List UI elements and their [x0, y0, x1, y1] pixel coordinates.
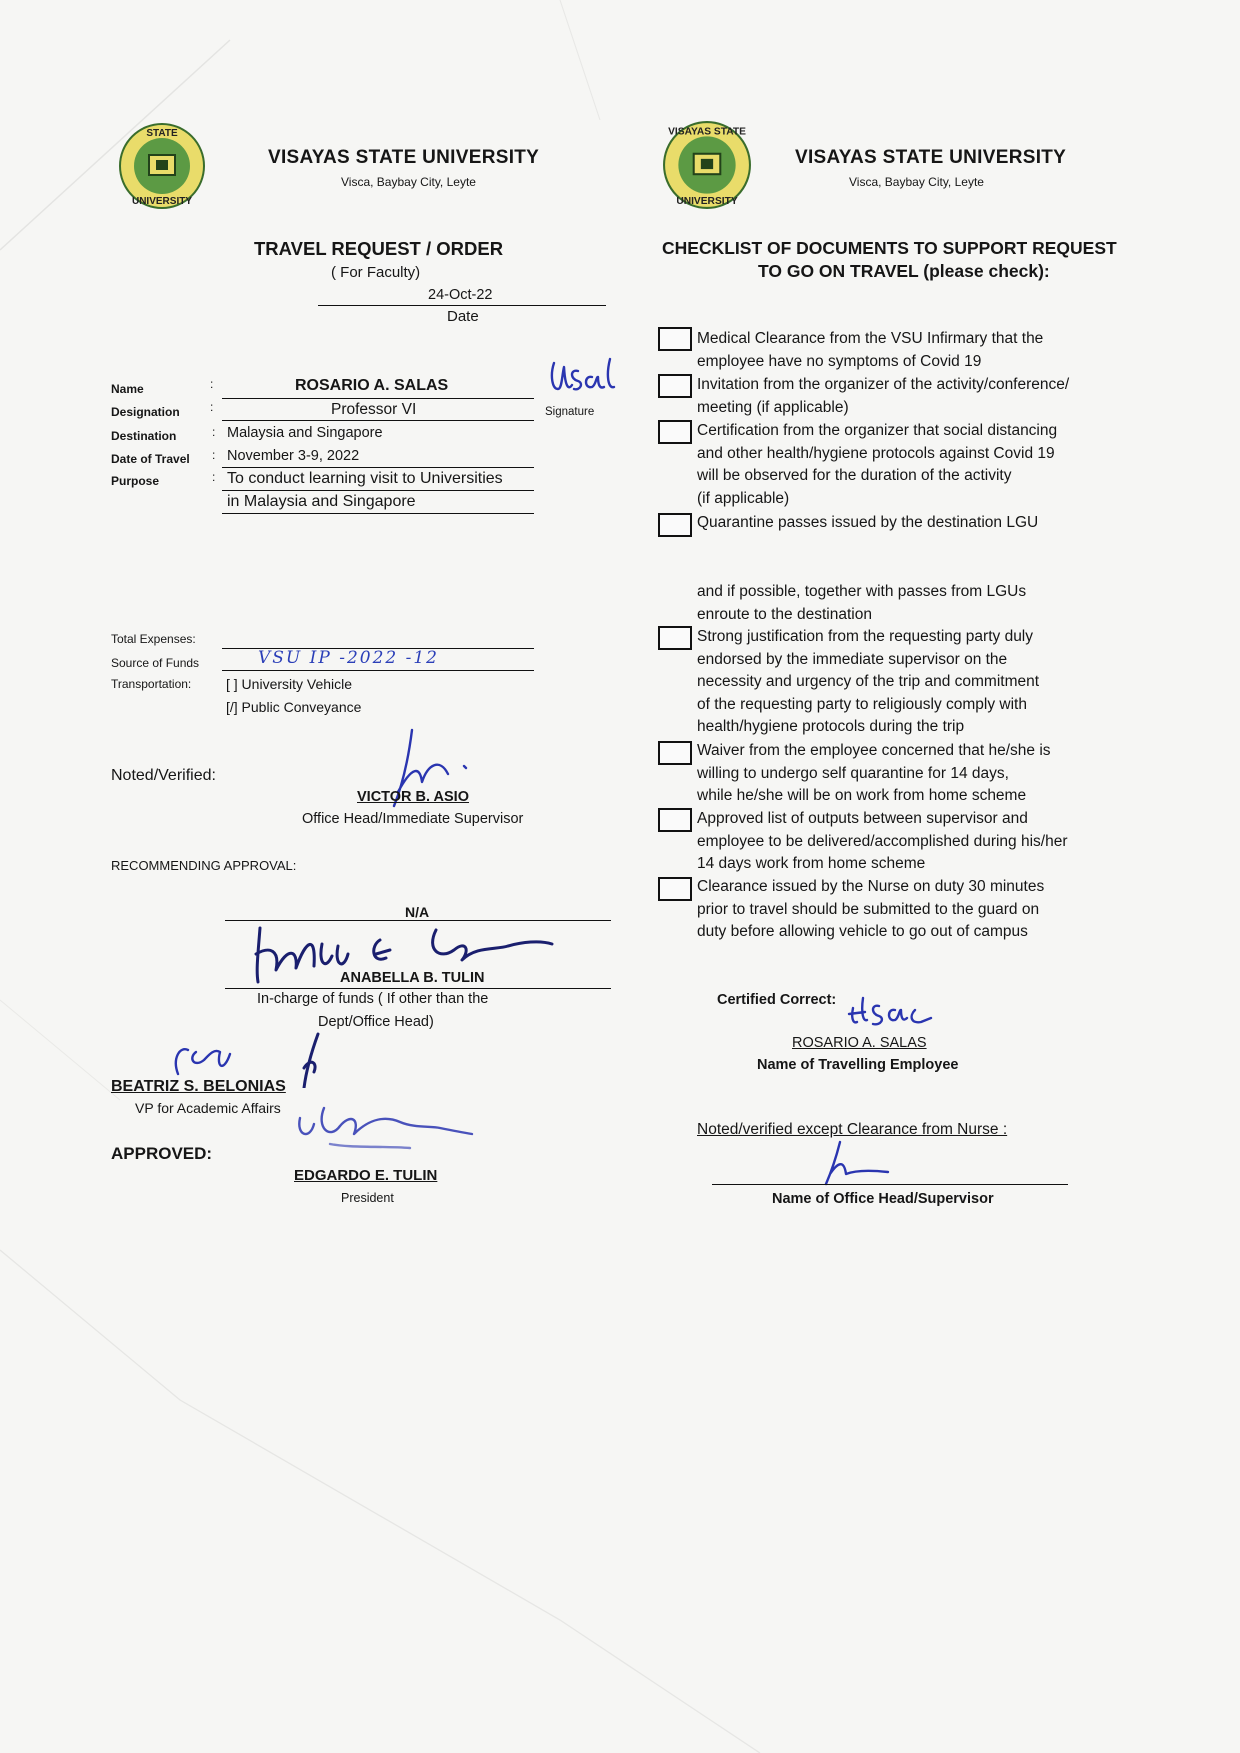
svg-text:UNIVERSITY: UNIVERSITY — [676, 195, 738, 207]
funds-incharge-line — [225, 988, 611, 989]
president-name: EDGARDO E. TULIN — [294, 1167, 438, 1184]
destination-value: Malaysia and Singapore — [227, 425, 383, 441]
checklist-title-line1: CHECKLIST OF DOCUMENTS TO SUPPORT REQUEST — [662, 238, 1117, 258]
university-seal-logo — [118, 122, 206, 210]
purpose-bottom-line — [222, 513, 534, 514]
svg-text:STATE: STATE — [146, 128, 178, 139]
funds-incharge-title-1: In-charge of funds ( If other than the — [257, 991, 489, 1007]
certified-signature-image — [845, 988, 935, 1028]
checkbox-medical-clearance[interactable] — [658, 327, 692, 351]
funds-na: N/A — [405, 904, 430, 920]
destination-label: Destination — [111, 429, 177, 443]
vp-title: VP for Academic Affairs — [135, 1100, 281, 1116]
purpose-value-line1: To conduct learning visit to Universities — [227, 470, 503, 487]
certified-name: ROSARIO A. SALAS — [792, 1035, 927, 1051]
president-title: President — [341, 1191, 394, 1205]
right-university-address: Visca, Baybay City, Leyte — [849, 175, 984, 189]
checklist-item-waiver: Waiver from the employee concerned that he/she is willing to undergo self quarantine for 14 days, while he/she will be on work from home scheme — [697, 742, 1051, 805]
name-underline — [222, 398, 534, 399]
noted-verified-label: Noted/Verified: — [111, 767, 216, 784]
approved-label: APPROVED: — [111, 1144, 213, 1163]
name-label: Name — [111, 382, 144, 396]
checklist-item-approved-outputs: Approved list of outputs between supervisor and employee to be delivered/accomplished during his/her 14 days work from home scheme — [697, 810, 1068, 873]
funds-incharge-title-2: Dept/Office Head) — [318, 1014, 434, 1030]
form-title: TRAVEL REQUEST / ORDER — [254, 238, 504, 259]
certified-title: Name of Travelling Employee — [757, 1057, 959, 1073]
date-value: 24-Oct-22 — [428, 287, 493, 303]
office-head-label: Name of Office Head/Supervisor — [772, 1191, 994, 1207]
purpose-mid-line — [222, 490, 534, 491]
purpose-top-line — [222, 467, 534, 468]
checklist-item-certification: Certification from the organizer that social distancing and other health/hygiene protocols against Covid 19 will be observed for the duration of the activity (if applicable) — [697, 422, 1058, 507]
designation-value: Professor VI — [331, 401, 417, 418]
total-expenses-label: Total Expenses: — [111, 632, 196, 646]
source-of-funds-line — [222, 670, 534, 671]
checkbox-waiver[interactable] — [658, 741, 692, 765]
checkbox-approved-outputs[interactable] — [658, 808, 692, 832]
purpose-value-line2: in Malaysia and Singapore — [227, 493, 416, 510]
date-of-travel-sep: : — [212, 448, 216, 462]
destination-sep: : — [212, 425, 216, 439]
name-value: ROSARIO A. SALAS — [295, 377, 449, 394]
transportation-label: Transportation: — [111, 677, 192, 691]
checklist-title-line2: TO GO ON TRAVEL (please check): — [758, 261, 1050, 281]
checkbox-quarantine-passes[interactable] — [658, 513, 692, 537]
designation-label: Designation — [111, 405, 180, 419]
checklist-item-lgu-passes: and if possible, together with passes from LGUs enroute to the destination — [697, 583, 1027, 623]
checkbox-invitation[interactable] — [658, 374, 692, 398]
right-university-name: VISAYAS STATE UNIVERSITY — [795, 147, 1067, 168]
designation-sep: : — [210, 400, 214, 414]
noted-except-label: Noted/verified except Clearance from Nurse : — [697, 1121, 1008, 1138]
transport-public-conveyance: [/] Public Conveyance — [226, 699, 362, 715]
president-signature-image — [290, 1088, 480, 1158]
checkbox-strong-justification[interactable] — [658, 626, 692, 650]
left-university-name: VISAYAS STATE UNIVERSITY — [268, 147, 540, 168]
checklist-item-quarantine-passes: Quarantine passes issued by the destination LGU — [697, 514, 1039, 531]
office-head-signature-image — [810, 1140, 910, 1186]
supervisor-name: VICTOR B. ASIO — [357, 789, 469, 805]
checkbox-certification[interactable] — [658, 420, 692, 444]
source-of-funds-value: VSU IP -2022 -12 — [258, 648, 439, 668]
certified-correct-label: Certified Correct: — [717, 992, 837, 1008]
recommending-approval-label: RECOMMENDING APPROVAL: — [111, 858, 297, 873]
date-underline — [318, 305, 606, 306]
vp-name: BEATRIZ S. BELONIAS — [111, 1078, 286, 1095]
source-of-funds-label: Source of Funds — [111, 656, 200, 670]
office-head-line — [712, 1184, 1068, 1185]
transport-university-vehicle: [ ] University Vehicle — [226, 676, 353, 692]
checklist-item-nurse-clearance: Clearance issued by the Nurse on duty 30 minutes prior to travel should be submitted to the guard on duty before allowing vehicle to go out of campus — [697, 878, 1045, 941]
svg-text:VISAYAS STATE: VISAYAS STATE — [668, 126, 746, 138]
form-subtitle: ( For Faculty) — [331, 264, 421, 281]
designation-underline — [222, 420, 534, 421]
supervisor-title: Office Head/Immediate Supervisor — [302, 811, 524, 827]
purpose-sep: : — [212, 470, 216, 484]
svg-text:UNIVERSITY: UNIVERSITY — [131, 196, 193, 207]
signature-label: Signature — [545, 406, 595, 418]
checklist-item-medical-clearance: Medical Clearance from the VSU Infirmary that the employee have no symptoms of Covid 19 — [697, 330, 1044, 370]
date-label: Date — [447, 308, 479, 325]
purpose-label: Purpose — [111, 474, 160, 488]
university-seal-logo-right — [662, 120, 752, 210]
funds-incharge-name: ANABELLA B. TULIN — [340, 970, 485, 986]
name-sep: : — [210, 377, 214, 391]
date-of-travel-label: Date of Travel — [111, 452, 190, 466]
left-university-address: Visca, Baybay City, Leyte — [341, 175, 476, 189]
checklist-item-strong-justification: Strong justification from the requesting party duly endorsed by the immediate supervisor on the necessity and urgency of the trip and commitment of the requesting party to religiously comply with health/hygiene protocols during the trip — [697, 628, 1040, 736]
date-of-travel-value: November 3-9, 2022 — [227, 448, 360, 464]
applicant-signature-image — [548, 355, 620, 395]
checkbox-nurse-clearance[interactable] — [658, 877, 692, 901]
checklist-item-invitation: Invitation from the organizer of the activity/conference/ meeting (if applicable) — [697, 376, 1070, 416]
